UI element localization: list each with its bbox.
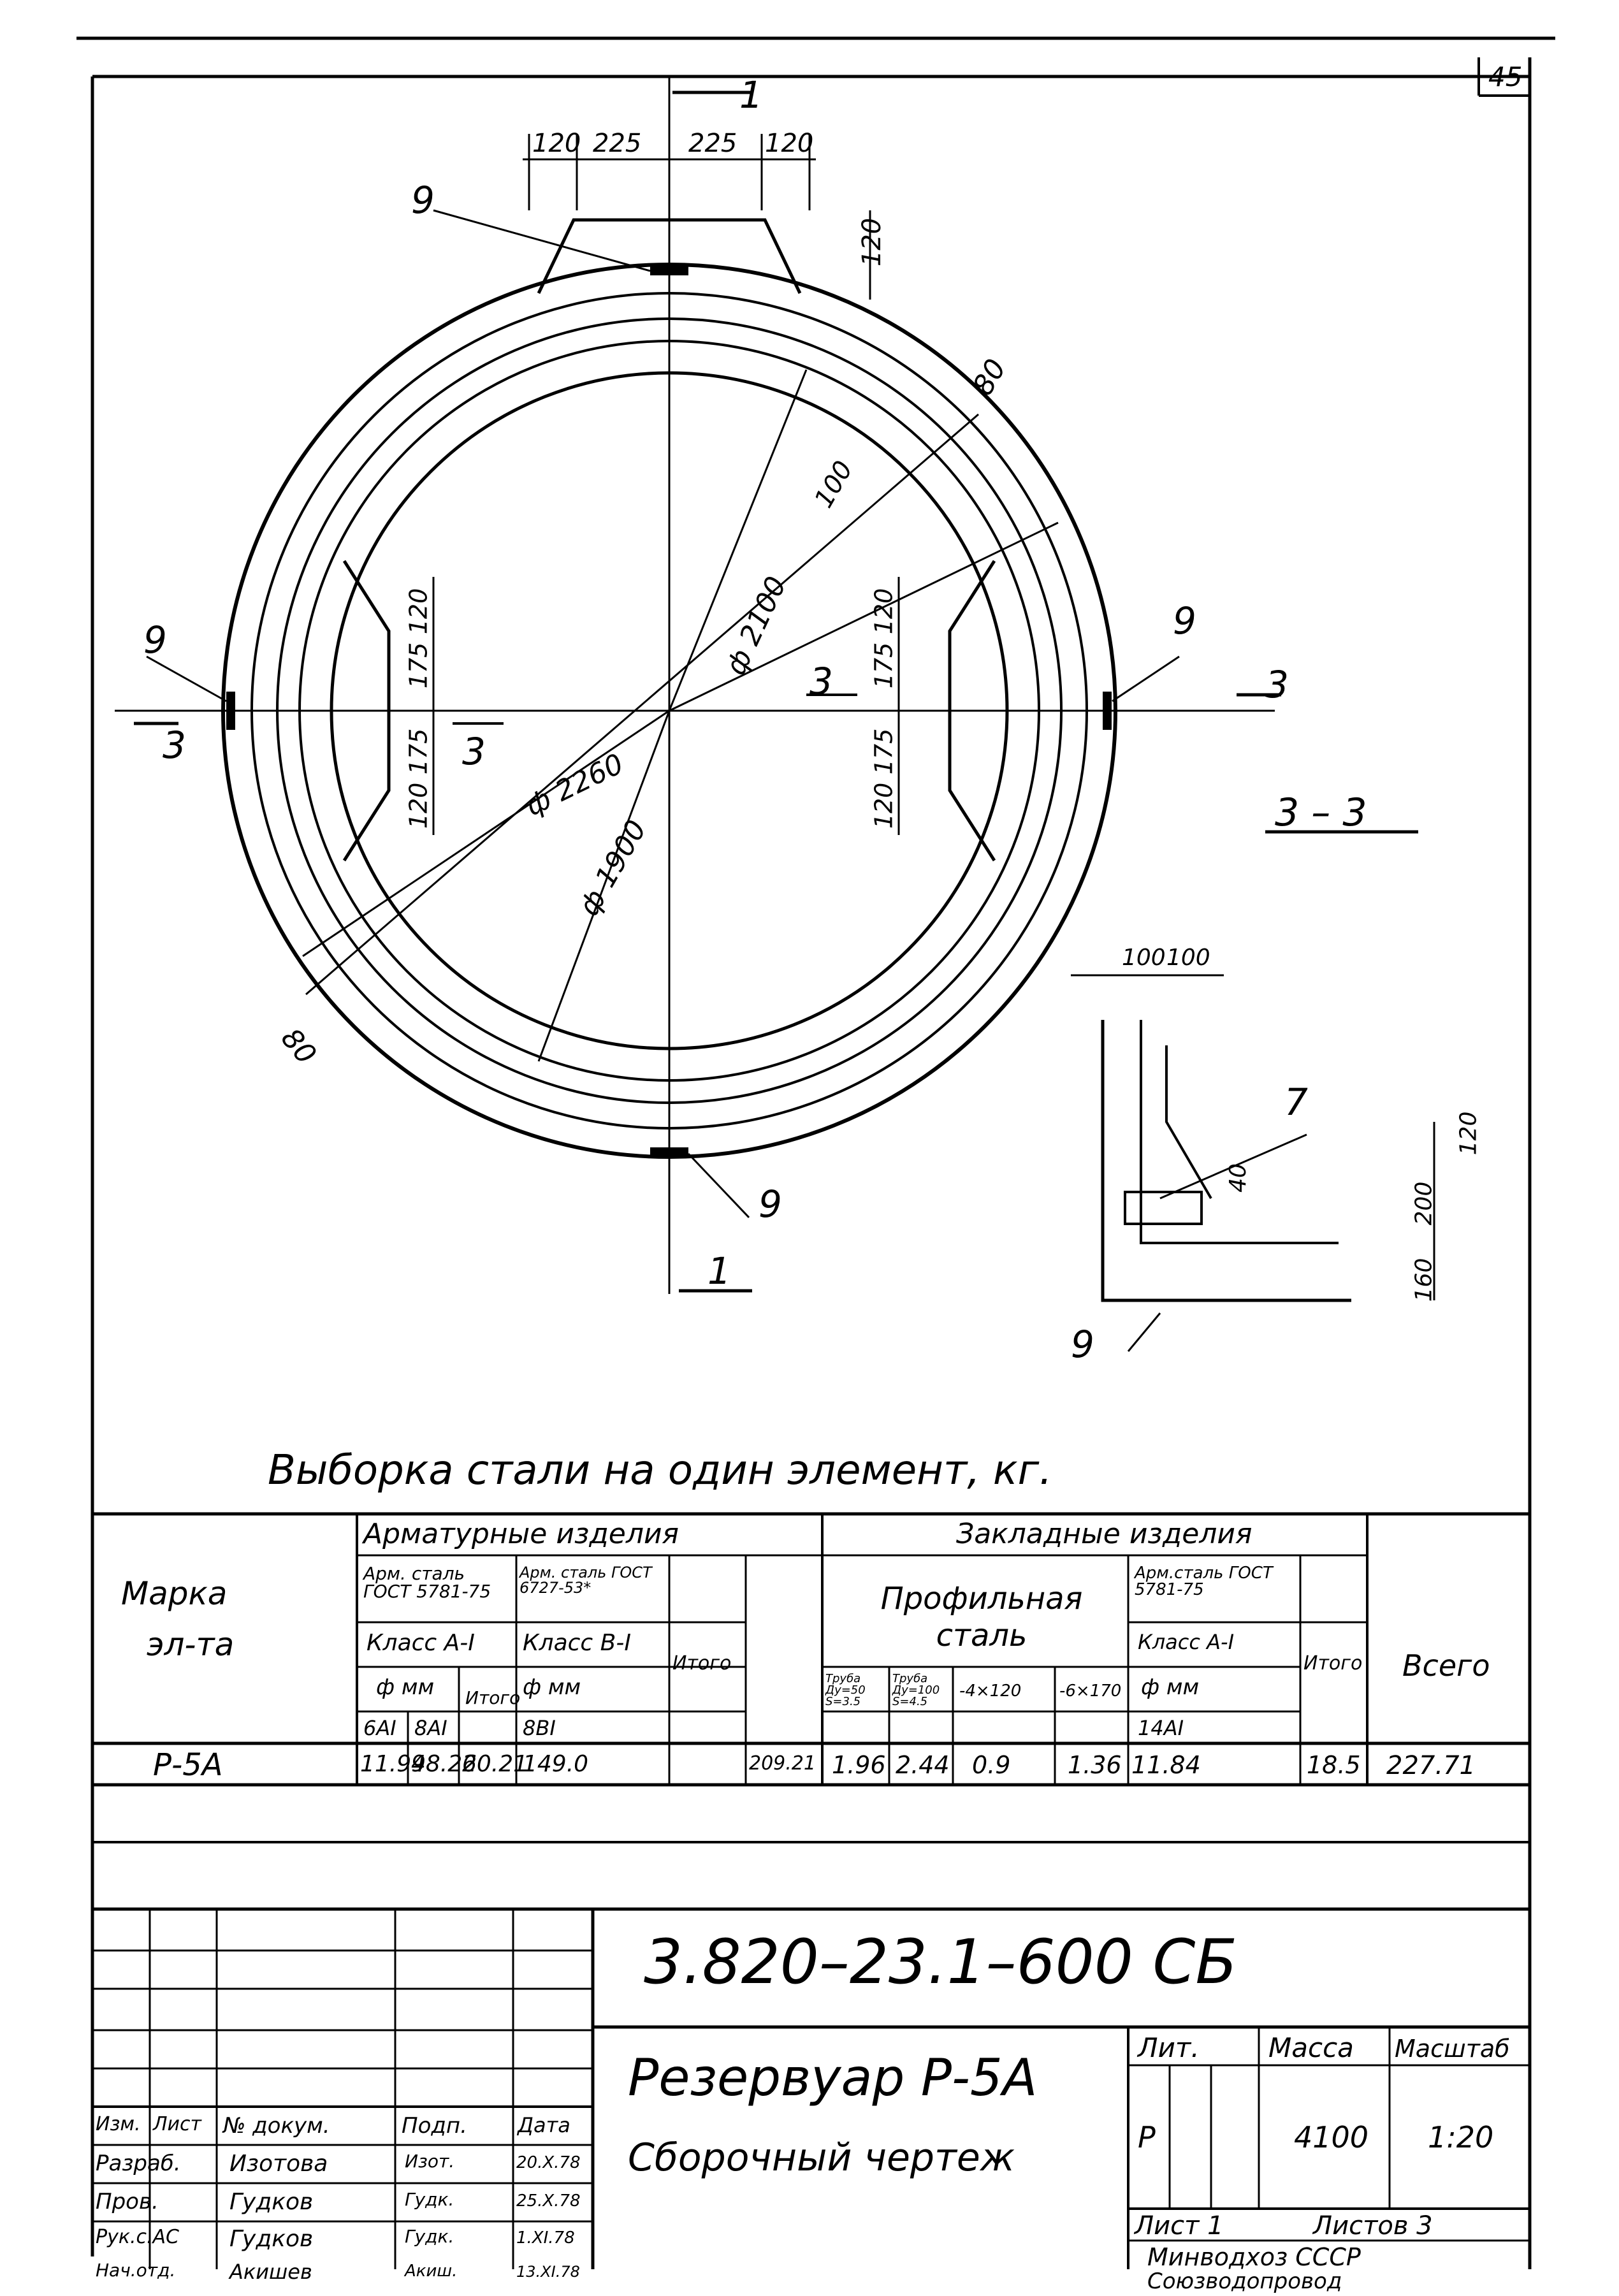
- sub-14AI: 14АI: [1138, 1716, 1184, 1740]
- dim-left-4: 120: [404, 782, 433, 829]
- hdr-sign: Подп.: [402, 2113, 467, 2139]
- detail-dim-right-2: 200: [1411, 1181, 1437, 1226]
- row2-date: 25.X.78: [516, 2191, 581, 2211]
- dia-mm-1: ф мм: [376, 1675, 435, 1700]
- dim-top-2: 225: [593, 129, 642, 158]
- row1-date: 20.X.78: [516, 2153, 581, 2172]
- dia-mm-2: ф мм: [523, 1675, 581, 1700]
- sheet-label: Лист 1: [1135, 2211, 1224, 2241]
- row-14AI: 11.84: [1131, 1751, 1201, 1779]
- dia-2260-leader-up: [669, 523, 1058, 711]
- dim-80-bottom: 80: [274, 1022, 323, 1071]
- section-3-left-label: 3: [163, 723, 186, 767]
- dim-left-1: 120: [404, 588, 433, 635]
- dia-1900-label: ф 1900: [572, 815, 653, 922]
- page-number: 45: [1488, 61, 1523, 92]
- doc-subtitle: Сборочный чертеж: [628, 2135, 1015, 2180]
- section-1-top-label: 1: [739, 73, 763, 117]
- mass-label: Масса: [1268, 2032, 1354, 2063]
- detail-dim-right-3: 160: [1411, 1258, 1437, 1302]
- row3-role: Рук.с.АС: [96, 2226, 180, 2248]
- dim-100: 100: [809, 456, 859, 513]
- callout-9-top: 9: [411, 178, 435, 222]
- callout-9-left: 9: [143, 618, 167, 662]
- dim-right-2: 175: [869, 642, 898, 689]
- callout-9-left-leader: [147, 657, 226, 701]
- steel-table-title: Выборка стали на один элемент, кг.: [268, 1447, 1052, 1494]
- dia-2260-label: ф 2260: [520, 747, 629, 823]
- dia-80-leader: [306, 414, 978, 994]
- profile-steel: Профильная сталь: [880, 1581, 1083, 1653]
- row2-role: Пров.: [96, 2189, 159, 2214]
- row-4x120: 0.9: [972, 1751, 1011, 1779]
- plate-top: [650, 266, 688, 275]
- row-grand-total: 227.71: [1386, 1751, 1476, 1780]
- row4-name: Акишев: [229, 2260, 312, 2284]
- dia-2100-label: ф 2100: [719, 571, 794, 680]
- row2-name: Гудков: [229, 2189, 314, 2215]
- col-total-embedded: Итого: [1303, 1652, 1363, 1675]
- row-mark: Р-5А: [153, 1747, 223, 1783]
- row4-role: Нач.отд.: [96, 2260, 176, 2281]
- section-3-right-label: 3: [1265, 663, 1289, 706]
- doc-code: 3.820–23.1–600 СБ: [644, 1926, 1238, 1998]
- scale-label: Масштаб: [1395, 2035, 1510, 2063]
- sub-pipe-2: Труба Ду=100 S=4.5: [892, 1672, 940, 1708]
- callout-9-right-leader: [1112, 657, 1179, 701]
- dim-right-4: 120: [869, 782, 898, 829]
- row-pipe-1: 1.96: [832, 1751, 886, 1779]
- sheets-label: Листов 3: [1313, 2211, 1433, 2241]
- sub-pipe-1: Труба Ду=50 S=3.5: [825, 1672, 866, 1708]
- dim-top-4: 120: [765, 129, 814, 158]
- plate-left: [226, 692, 235, 730]
- dim-right-top: 120: [857, 217, 887, 267]
- hdr-list: Лист: [153, 2113, 202, 2135]
- sub-6AI: 6АI: [363, 1716, 396, 1740]
- hdr-doc: № докум.: [223, 2113, 330, 2139]
- ring-plan: [115, 73, 1281, 1294]
- callout-7: 7: [1284, 1080, 1308, 1124]
- row-total-1: 60.21: [462, 1751, 528, 1777]
- row1-role: Разраб.: [96, 2151, 181, 2176]
- row1-name: Изотова: [229, 2151, 328, 2177]
- dim-left-2: 175: [404, 642, 433, 689]
- section-3-inner-left-label: 3: [462, 730, 486, 773]
- dim-top-1: 120: [532, 129, 581, 158]
- section-3-3-title: 3 – 3: [1275, 790, 1367, 835]
- doc-name: Резервуар Р-5А: [628, 2048, 1038, 2107]
- section-3-inner-right-label: 3: [810, 660, 833, 703]
- row4-date: 13.XI.78: [516, 2263, 580, 2281]
- callout-9-detail: 9: [1071, 1323, 1094, 1366]
- detail-dim-top-1: 100: [1122, 945, 1166, 971]
- sub-8AI: 8АI: [414, 1716, 447, 1740]
- dim-right-3: 175: [869, 728, 898, 775]
- rebar-steel-2: Арм. сталь ГОСТ 6727-53*: [519, 1564, 652, 1597]
- lit-value: Р: [1138, 2120, 1156, 2154]
- row1-sign: Изот.: [405, 2151, 455, 2172]
- sub-8BI: 8ВI: [523, 1716, 556, 1740]
- rebar-steel-1: Арм. сталь ГОСТ 5781-75: [363, 1563, 491, 1602]
- group-rebar: Арматурные изделия: [363, 1518, 679, 1550]
- scale-value: 1:20: [1428, 2120, 1494, 2154]
- row-6AI: 11.99: [360, 1751, 426, 1777]
- callout-9-right: 9: [1173, 599, 1196, 643]
- embedded-steel: Арм.сталь ГОСТ 5781-75: [1135, 1564, 1273, 1599]
- detail-dim-right-1: 120: [1455, 1111, 1482, 1156]
- dim-right-1: 120: [869, 588, 898, 635]
- hdr-date: Дата: [518, 2113, 570, 2137]
- row2-sign: Гудк.: [405, 2189, 454, 2210]
- sub-6x170: -6×170: [1059, 1682, 1122, 1701]
- sub-4x120: -4×120: [959, 1682, 1022, 1701]
- detail-dim-top-2: 100: [1166, 945, 1210, 971]
- steel-table-grid: [92, 1514, 1530, 1842]
- section-3-3-detail: [1071, 832, 1437, 1351]
- row3-name: Гудков: [229, 2226, 314, 2252]
- callout-9-bottom: 9: [759, 1182, 782, 1226]
- row3-date: 1.XI.78: [516, 2228, 575, 2248]
- dim-top-3: 225: [688, 129, 737, 158]
- dim-left-3: 175: [404, 728, 433, 775]
- row4-sign: Акиш.: [405, 2262, 458, 2281]
- row3-sign: Гудк.: [405, 2226, 454, 2247]
- mass-value: 4100: [1294, 2120, 1369, 2154]
- col-mark-2: эл-та: [147, 1626, 235, 1663]
- row-6x170: 1.36: [1068, 1751, 1122, 1779]
- dia-mm-3: ф мм: [1141, 1675, 1200, 1700]
- detail-dim-40: 40: [1224, 1163, 1251, 1193]
- row-embedded-total: 18.5: [1307, 1751, 1361, 1779]
- col-mark-1: Марка: [121, 1575, 228, 1612]
- lit-label: Лит.: [1138, 2032, 1200, 2063]
- org-line-2: Союзводопровод: [1147, 2269, 1342, 2294]
- row-pipe-2: 2.44: [896, 1751, 950, 1779]
- rebar-class-1: Класс А-I: [367, 1630, 475, 1656]
- col-total-1: Итого: [465, 1687, 521, 1708]
- plate-bottom: [650, 1147, 688, 1156]
- callout-9-detail-leader: [1128, 1313, 1160, 1351]
- row-8BI: 149.0: [523, 1751, 589, 1777]
- group-embedded: Закладные изделия: [956, 1518, 1252, 1550]
- hdr-izm: Изм.: [96, 2113, 141, 2135]
- plate-right: [1103, 692, 1112, 730]
- org-line-1: Минводхоз СССР: [1147, 2243, 1361, 2271]
- section-1-bottom-label: 1: [708, 1249, 731, 1293]
- col-total-rebar: Итого: [672, 1652, 732, 1675]
- detail-bracket: [1166, 1045, 1211, 1198]
- row-rebar-total: 209.21: [749, 1752, 816, 1775]
- embedded-class: Класс А-I: [1138, 1630, 1235, 1654]
- dim-80-top: 80: [966, 353, 1013, 401]
- row-8AI: 48.22: [411, 1751, 477, 1777]
- rebar-class-2: Класс В-I: [523, 1630, 631, 1656]
- col-grand-total: Всего: [1402, 1648, 1490, 1683]
- callout-9-bottom-leader: [688, 1154, 749, 1217]
